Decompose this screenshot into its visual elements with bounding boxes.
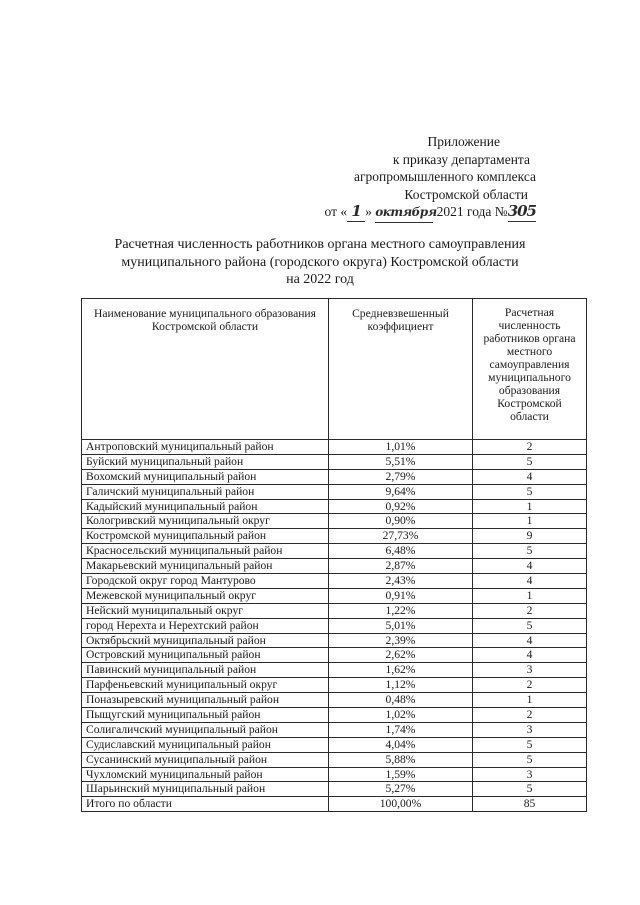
coefficient-cell: 5,01% (329, 618, 473, 633)
municipality-name-cell: Поназыревский муниципальный район (82, 693, 329, 708)
table-row (82, 484, 587, 499)
table-row (82, 633, 587, 648)
staff-count-cell: 5 (473, 454, 587, 469)
coefficient-cell: 2,39% (329, 633, 473, 648)
staff-count-cell: 5 (473, 782, 587, 797)
coefficient-cell: 2,43% (329, 574, 473, 589)
staff-count-cell: 5 (473, 737, 587, 752)
municipality-name-cell: Кадыйский муниципальный район (82, 499, 329, 514)
table-row (82, 722, 587, 737)
coefficient-cell: 27,73% (329, 529, 473, 544)
table-row (82, 544, 587, 559)
staff-count-cell: 85 (473, 797, 587, 812)
staff-count-cell: 5 (473, 618, 587, 633)
table-row (82, 454, 587, 469)
table-row (82, 678, 587, 693)
coefficient-cell: 1,02% (329, 708, 473, 723)
staffing-table (81, 298, 587, 812)
staff-count-cell: 2 (473, 678, 587, 693)
table-row (82, 618, 587, 633)
municipality-name-cell: Галичский муниципальный район (82, 484, 329, 499)
coefficient-cell: 0,90% (329, 514, 473, 529)
table-row (82, 663, 587, 678)
staff-count-cell: 4 (473, 559, 587, 574)
table-row (82, 559, 587, 574)
appendix-header (325, 133, 536, 223)
coefficient-cell: 2,62% (329, 648, 473, 663)
municipality-name-cell: Кологривский муниципальный округ (82, 514, 329, 529)
coefficient-cell: 2,87% (329, 559, 473, 574)
table-row (82, 603, 587, 618)
table-row (82, 693, 587, 708)
table-row (82, 588, 587, 603)
coefficient-cell: 9,64% (329, 484, 473, 499)
order-date-line (325, 203, 536, 223)
table-row (82, 469, 587, 484)
municipality-name-cell: Судиславский муниципальный район (82, 737, 329, 752)
staff-count-cell: 9 (473, 529, 587, 544)
staff-count-cell: 1 (473, 588, 587, 603)
staff-count-cell: 3 (473, 767, 587, 782)
municipality-name-cell: Макарьевский муниципальный район (82, 559, 329, 574)
coefficient-cell: 100,00% (329, 797, 473, 812)
municipality-name-cell: Павинский муниципальный район (82, 663, 329, 678)
title-line-2: муниципального района (городского округа) Костромской области (121, 254, 519, 270)
table-row (82, 708, 587, 723)
staff-count-cell: 4 (473, 574, 587, 589)
table-row (82, 440, 587, 455)
staff-count-cell: 2 (473, 708, 587, 723)
date-mid: » (365, 204, 372, 219)
date-prefix: от « (324, 204, 348, 219)
staff-count-cell: 4 (473, 469, 587, 484)
title-line-3: на 2022 год (286, 272, 354, 287)
column-header-name: Наименование муниципального образования Костромской области (82, 299, 329, 440)
department-name: агропромышленного комплекса (354, 169, 536, 184)
staff-count-cell: 4 (473, 648, 587, 663)
coefficient-cell: 1,74% (329, 722, 473, 737)
municipality-name-cell: Пыщугский муниципальный район (82, 708, 329, 723)
municipality-name-cell: Сусанинский муниципальный район (82, 752, 329, 767)
coefficient-cell: 5,51% (329, 454, 473, 469)
municipality-name-cell: Красносельский муниципальный район (82, 544, 329, 559)
table-header-row (82, 299, 587, 440)
column-header-count: Расчетная численность работников органа местного самоуправления муниципального образования Костромской области (473, 299, 587, 440)
coefficient-cell: 0,92% (329, 499, 473, 514)
municipality-name-cell: Октябрьский муниципальный район (82, 633, 329, 648)
staff-count-cell: 3 (473, 663, 587, 678)
table-row (82, 529, 587, 544)
table-row (82, 782, 587, 797)
municipality-name-cell: Шарьинский муниципальный район (82, 782, 329, 797)
handwritten-day: 1 (347, 203, 365, 222)
column-header-coefficient: Средневзвешенный коэффициент (329, 299, 473, 440)
coefficient-cell: 1,22% (329, 603, 473, 618)
municipality-name-cell: Островский муниципальный район (82, 648, 329, 663)
table-row (82, 767, 587, 782)
order-reference: к приказу департамента (392, 151, 530, 167)
municipality-name-cell: Итого по области (82, 797, 329, 812)
region-name: Костромской области (404, 186, 528, 202)
municipality-name-cell: Городской округ город Мантурово (82, 574, 329, 589)
staff-count-cell: 1 (473, 693, 587, 708)
table-body (82, 440, 587, 812)
table-row (82, 737, 587, 752)
coefficient-cell: 1,01% (329, 440, 473, 455)
coefficient-cell: 1,62% (329, 663, 473, 678)
coefficient-cell: 5,27% (329, 782, 473, 797)
coefficient-cell: 0,91% (329, 588, 473, 603)
municipality-name-cell: Парфеньевский муниципальный округ (82, 678, 329, 693)
coefficient-cell: 0,48% (329, 693, 473, 708)
coefficient-cell: 4,04% (329, 737, 473, 752)
table-row (82, 648, 587, 663)
staff-count-cell: 1 (473, 514, 587, 529)
appendix-label: Приложение (427, 134, 500, 149)
municipality-name-cell: Нейский муниципальный округ (82, 603, 329, 618)
municipality-name-cell: Вохомский муниципальный район (82, 469, 329, 484)
table-row (82, 574, 587, 589)
table-row (82, 752, 587, 767)
municipality-name-cell: город Нерехта и Нерехтский район (82, 618, 329, 633)
table-total-row (82, 797, 587, 812)
table-row (82, 514, 587, 529)
coefficient-cell: 1,12% (329, 678, 473, 693)
municipality-name-cell: Чухломский муниципальный район (82, 767, 329, 782)
municipality-name-cell: Межевской муниципальный округ (82, 588, 329, 603)
coefficient-cell: 1,59% (329, 767, 473, 782)
date-year: 2021 года № (436, 204, 508, 219)
staff-count-cell: 5 (473, 752, 587, 767)
staff-count-cell: 3 (473, 722, 587, 737)
municipality-name-cell: Антроповский муниципальный район (82, 440, 329, 455)
staff-count-cell: 4 (473, 633, 587, 648)
staff-count-cell: 1 (473, 499, 587, 514)
coefficient-cell: 6,48% (329, 544, 473, 559)
coefficient-cell: 5,88% (329, 752, 473, 767)
staff-count-cell: 5 (473, 484, 587, 499)
staff-count-cell: 5 (473, 544, 587, 559)
staff-count-cell: 2 (473, 440, 587, 455)
staff-count-cell: 2 (473, 603, 587, 618)
handwritten-order-number: 305 (507, 202, 536, 220)
handwritten-month: октября (375, 204, 433, 223)
table-row (82, 499, 587, 514)
coefficient-cell: 2,79% (329, 469, 473, 484)
title-line-1: Расчетная численность работников органа местного самоуправления (114, 237, 526, 252)
document-title (60, 236, 580, 289)
municipality-name-cell: Солигаличский муниципальный район (82, 722, 329, 737)
municipality-name-cell: Буйский муниципальный район (82, 454, 329, 469)
municipality-name-cell: Костромской муниципальный район (82, 529, 329, 544)
